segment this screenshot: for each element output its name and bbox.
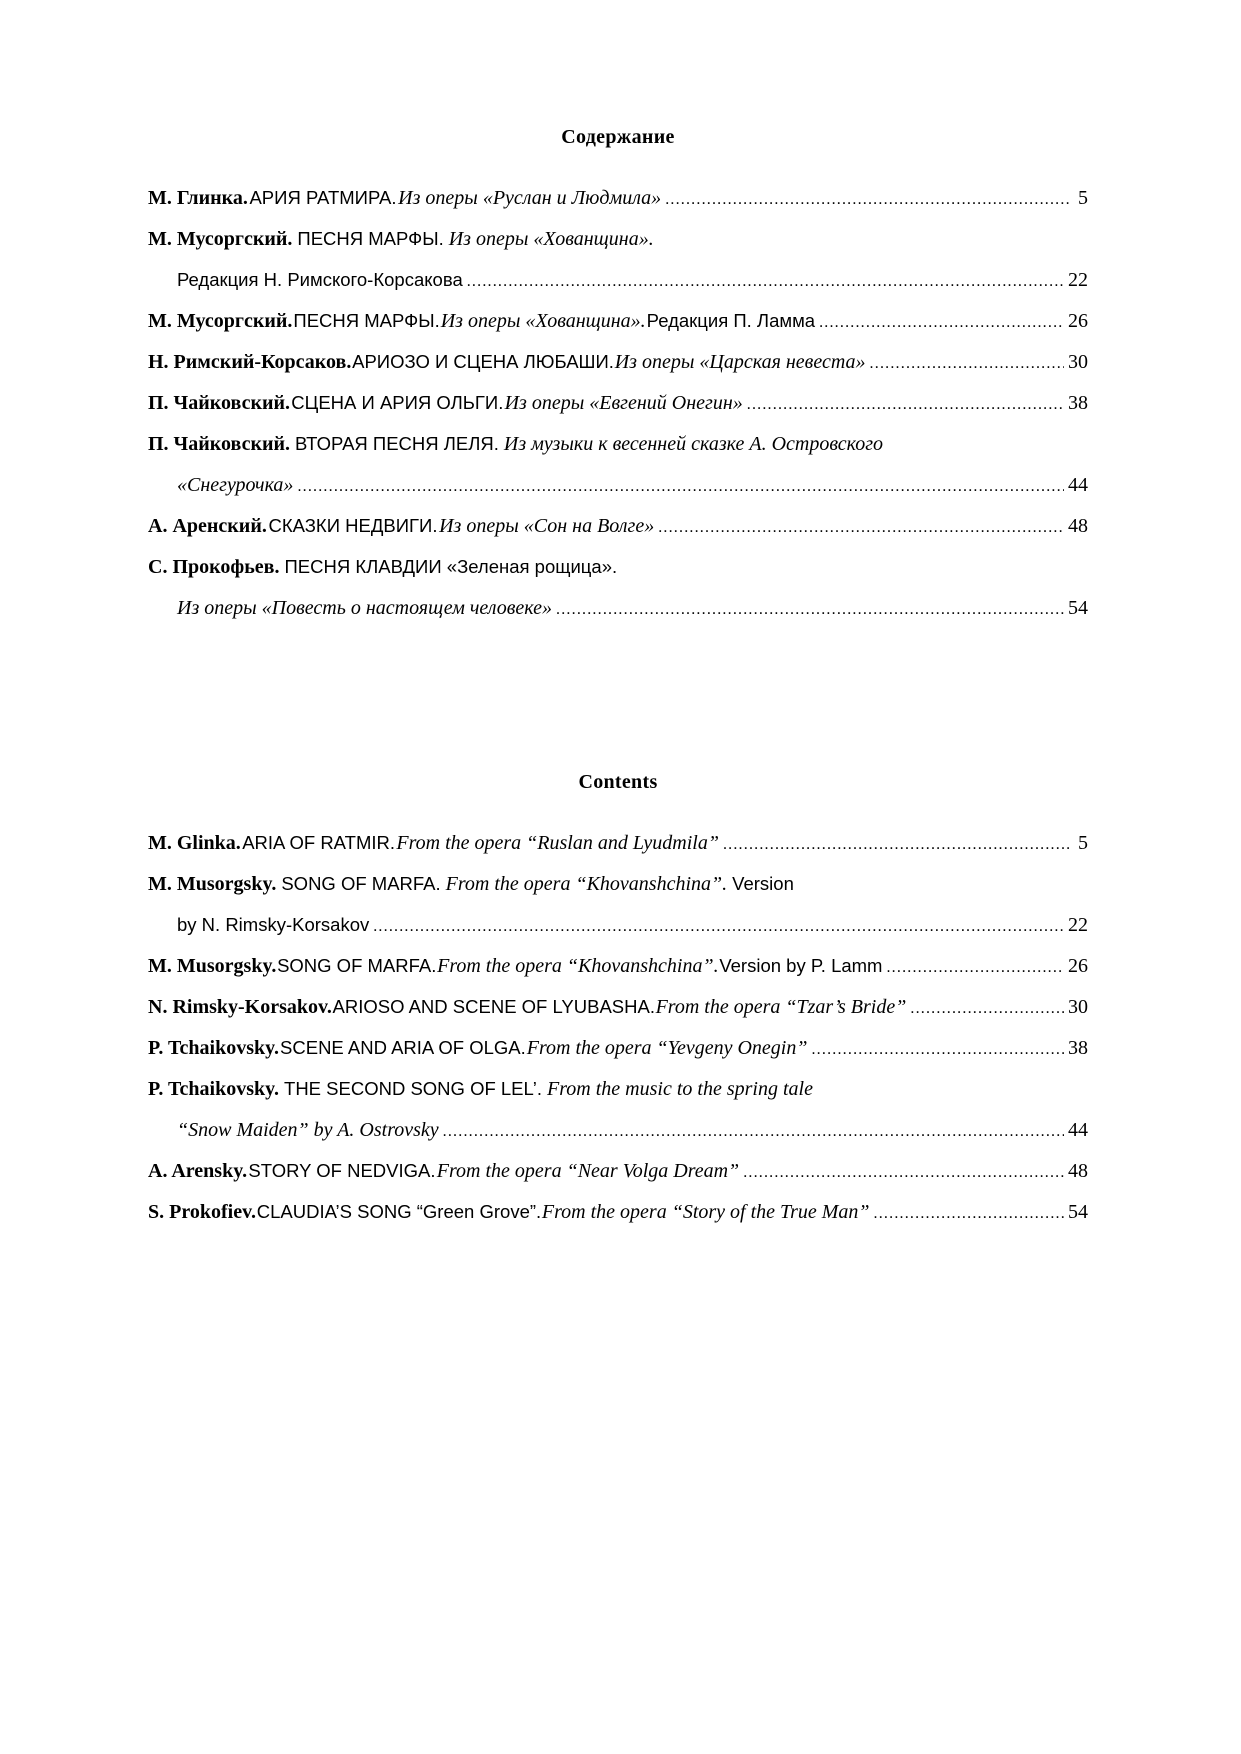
ru-entry-5[interactable] [148, 392, 1088, 433]
leader-dots [874, 1205, 1064, 1223]
ru-entry-2-continuation[interactable] [148, 269, 1088, 310]
en-source: From the opera “Ruslan and Lyudmila” [396, 832, 719, 854]
ru-composer: М. Мусоргский. [148, 228, 293, 250]
en-title: SONG OF MARFA. [281, 873, 441, 894]
en-composer: M. Musorgsky. [148, 955, 277, 977]
russian-contents [148, 126, 1088, 638]
leader-dots [443, 1123, 1064, 1141]
ru-source: Из оперы «Хованщина». [440, 310, 646, 332]
en-page-number: 38 [1068, 1037, 1088, 1059]
en-heading: Contents [578, 771, 658, 793]
en-version-label: Version [732, 873, 794, 894]
en-composer: A. Arensky. [148, 1160, 248, 1182]
ru-page-number: 22 [1068, 269, 1088, 291]
en-title: ARIA OF RATMIR. [242, 832, 395, 853]
en-page-number: 5 [1078, 832, 1088, 854]
ru-page-number: 5 [1078, 187, 1088, 209]
ru-composer: М. Глинка. [148, 187, 248, 209]
en-source: From the opera “Khovanshchina”. [437, 955, 719, 977]
ru-composer: М. Мусоргский. [148, 310, 293, 332]
ru-composer: П. Чайковский. [148, 392, 291, 414]
ru-page-number: 26 [1068, 310, 1089, 332]
ru-source: Из оперы «Царская невеста» [614, 351, 866, 373]
ru-source: Из оперы «Руслан и Людмила» [398, 187, 662, 209]
leader-dots [467, 273, 1064, 291]
ru-entry-2[interactable] [148, 228, 1088, 269]
leader-dots [665, 191, 1070, 209]
en-composer: M. Musorgsky. [148, 873, 277, 895]
en-page-number: 26 [1068, 955, 1089, 977]
en-entry-6-continuation[interactable] [148, 1119, 1088, 1160]
ru-composer: П. Чайковский. [148, 433, 291, 455]
en-title: THE SECOND SONG OF LEL’. [284, 1078, 543, 1099]
english-contents [148, 771, 1088, 1242]
ru-heading: Содержание [561, 126, 675, 148]
ru-source: Из оперы «Хованщина». [448, 228, 654, 250]
ru-composer: А. Аренский. [148, 515, 267, 537]
en-entry-5[interactable] [148, 1037, 1088, 1078]
leader-dots [870, 355, 1064, 373]
ru-entry-8-continuation[interactable] [148, 597, 1088, 638]
leader-dots [297, 478, 1064, 496]
ru-title: СКАЗКИ НЕДВИГИ. [268, 515, 438, 536]
ru-title: ПЕСНЯ МАРФЫ. [297, 228, 444, 249]
en-title: SCENE AND ARIA OF OLGA. [280, 1037, 526, 1058]
ru-source: Из оперы «Повесть о настоящем человеке» [177, 597, 553, 619]
ru-title: АРИОЗО И СЦЕНА ЛЮБАШИ. [352, 351, 614, 372]
leader-dots [811, 1041, 1064, 1059]
leader-dots [658, 519, 1064, 537]
ru-entry-3[interactable] [148, 310, 1088, 351]
en-entry-8[interactable] [148, 1201, 1088, 1242]
ru-title: ВТОРАЯ ПЕСНЯ ЛЕЛЯ. [295, 433, 499, 454]
en-title: STORY OF NEDVIGA. [248, 1160, 436, 1181]
en-source-continuation: “Snow Maiden” by A. Ostrovsky [177, 1119, 439, 1141]
en-title: CLAUDIA’S SONG “Green Grove”. [256, 1201, 542, 1222]
en-source: From the opera “Khovanshchina”. [445, 873, 728, 895]
en-entry-3[interactable] [148, 955, 1088, 996]
en-composer: P. Tchaikovsky. [148, 1078, 280, 1100]
leader-dots [910, 1000, 1064, 1018]
en-entry-2[interactable] [148, 873, 1088, 914]
en-edition: by N. Rimsky-Korsakov [177, 914, 370, 935]
ru-page-number: 38 [1067, 392, 1088, 414]
en-source: From the music to the spring tale [547, 1078, 813, 1100]
leader-dots [556, 601, 1064, 619]
ru-title: ПЕСНЯ КЛАВДИИ «Зеленая рощица». [284, 556, 618, 577]
en-page-number: 22 [1068, 914, 1088, 936]
ru-page-number: 54 [1068, 597, 1088, 619]
en-page-number: 54 [1068, 1201, 1088, 1223]
en-entry-4[interactable] [148, 996, 1088, 1037]
ru-entry-6-continuation[interactable] [148, 474, 1088, 515]
ru-source: Из оперы «Евгений Онегин» [504, 392, 743, 414]
ru-entry-1[interactable] [148, 187, 1088, 228]
ru-edition: Редакция П. Ламма [646, 310, 816, 331]
en-entry-2-continuation[interactable] [148, 914, 1088, 955]
en-source: From the opera “Story of the True Man” [541, 1201, 870, 1223]
ru-page-number: 44 [1068, 474, 1088, 496]
ru-entry-7[interactable] [148, 515, 1088, 556]
en-composer: N. Rimsky-Korsakov. [148, 996, 332, 1018]
ru-source: Из музыки к весенней сказке А. Островского [503, 433, 884, 455]
ru-entry-4[interactable] [148, 351, 1088, 392]
ru-entry-6[interactable] [148, 433, 1088, 474]
en-composer: P. Tchaikovsky. [148, 1037, 280, 1059]
en-composer: S. Prokofiev. [148, 1201, 256, 1223]
leader-dots [886, 959, 1064, 977]
ru-source-continuation: «Снегурочка» [177, 474, 294, 496]
en-source: From the opera “Tzar’s Bride” [655, 996, 907, 1018]
en-edition: Version by P. Lamm [719, 955, 883, 976]
ru-title: АРИЯ РАТМИРА. [249, 187, 397, 208]
en-title: SONG OF MARFA. [277, 955, 437, 976]
en-source: From the opera “Yevgeny Onegin” [526, 1037, 808, 1059]
ru-title: ПЕСНЯ МАРФЫ. [293, 310, 440, 331]
ru-edition: Редакция Н. Римского-Корсакова [177, 269, 463, 290]
leader-dots [819, 314, 1064, 332]
ru-page-number: 30 [1068, 351, 1088, 373]
leader-dots [743, 1164, 1064, 1182]
ru-title: СЦЕНА И АРИЯ ОЛЬГИ. [291, 392, 504, 413]
ru-source: Из оперы «Сон на Волге» [439, 515, 655, 537]
en-entry-7[interactable] [148, 1160, 1088, 1201]
en-entry-1[interactable] [148, 832, 1088, 873]
ru-page-number: 48 [1068, 515, 1088, 537]
en-page-number: 44 [1068, 1119, 1088, 1141]
en-composer: M. Glinka. [148, 832, 241, 854]
leader-dots [373, 918, 1064, 936]
en-page-number: 48 [1067, 1160, 1088, 1182]
en-title: ARIOSO AND SCENE OF LYUBASHA. [332, 996, 655, 1017]
en-entry-6[interactable] [148, 1078, 1088, 1119]
ru-entry-8[interactable] [148, 556, 1088, 597]
leader-dots [723, 836, 1070, 854]
en-page-number: 30 [1067, 996, 1088, 1018]
ru-composer: Н. Римский-Корсаков. [148, 351, 352, 373]
ru-composer: С. Прокофьев. [148, 556, 280, 578]
en-source: From the opera “Near Volga Dream” [436, 1160, 740, 1182]
leader-dots [747, 396, 1064, 414]
